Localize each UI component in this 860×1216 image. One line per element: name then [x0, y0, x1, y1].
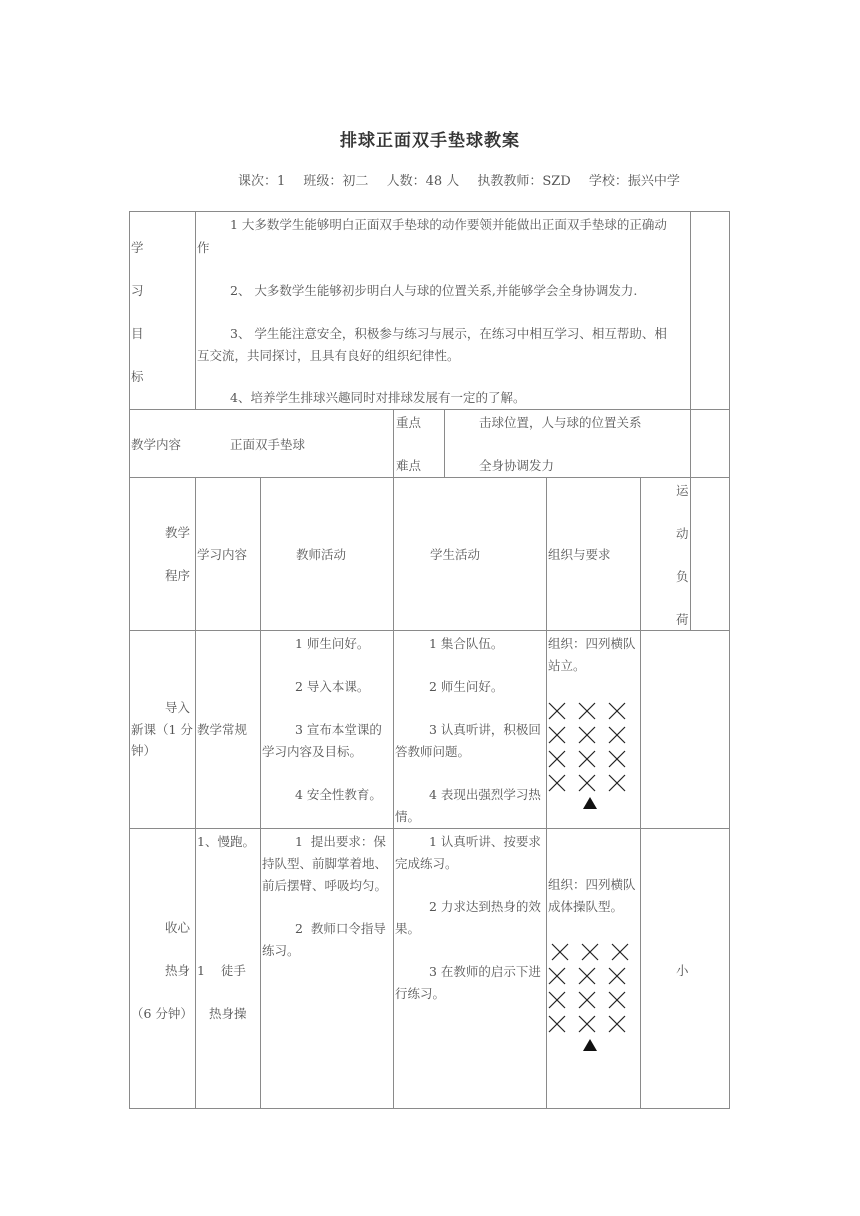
student-mark-icon: [578, 967, 596, 985]
divider: [129, 409, 730, 410]
row2-teacher-line: 1 提出要求：保: [295, 834, 386, 849]
row1-student-line: 3 认真听讲，积极回: [429, 722, 541, 737]
header-teacher: 教师活动: [296, 547, 347, 562]
content-label: 教学内容: [131, 437, 182, 452]
student-mark-icon: [608, 1015, 626, 1033]
divider: [640, 477, 641, 1109]
student-mark-icon: [578, 702, 596, 720]
row2-study: 1、慢跑。: [197, 834, 255, 849]
goal-4: 4、培养学生排球兴趣同时对排球发展有一定的了解。: [230, 390, 526, 405]
row1-study: 教学常规: [197, 722, 248, 737]
lesson-info: [238, 170, 694, 189]
divider: [393, 409, 394, 477]
header-procedure: 程序: [165, 568, 191, 583]
student-mark-icon: [548, 1015, 566, 1033]
goal-2: 2、 大多数学生能够初步明白人与球的位置关系,并能够学会全身协调发力.: [230, 283, 638, 298]
goal-1: 1 大多数学生能够明白正面双手垫球的动作要领并能做出正面双手垫球的正确动: [230, 217, 667, 232]
divider: [393, 477, 394, 1109]
goals-label-char: 目: [131, 326, 144, 341]
row1-teacher-line: 1 师生问好。: [295, 636, 370, 651]
student-mark-icon: [608, 750, 626, 768]
row2-teacher-line: 练习。: [262, 943, 300, 958]
divider: [690, 211, 691, 477]
row2-procedure: （6 分钟）: [131, 1006, 193, 1021]
lesson-number: 课次：1: [238, 174, 286, 189]
student-mark-icon: [548, 726, 566, 744]
student-mark-icon: [548, 967, 566, 985]
student-mark-icon: [608, 991, 626, 1009]
row1-teacher-line: 3 宣布本堂课的: [295, 722, 382, 737]
student-mark-icon: [551, 943, 569, 961]
student-mark-icon: [608, 702, 626, 720]
row2-student-line: 行练习。: [395, 986, 446, 1001]
header-student: 学生活动: [430, 547, 481, 562]
header-load-char: 负: [676, 569, 689, 584]
student-count: 人数：48 人: [386, 174, 460, 189]
divider: [195, 477, 196, 1109]
difficulty-value: 全身协调发力: [479, 458, 555, 473]
row2-study: 1 徒手: [197, 963, 246, 978]
row1-teacher-line: 2 导入本课。: [295, 679, 370, 694]
row2-study: 热身操: [209, 1006, 247, 1021]
student-mark-icon: [548, 702, 566, 720]
row1-org: 站立。: [548, 658, 586, 673]
row2-org: 组织：四列横队: [548, 877, 636, 892]
row2-student-line: 果。: [395, 921, 421, 936]
teacher-position-icon: [583, 797, 597, 809]
row2-procedure: 热身: [165, 963, 191, 978]
row1-org: 组织：四列横队: [548, 636, 636, 651]
key-point-value: 击球位置，人与球的位置关系: [479, 415, 642, 430]
class-name: 班级：初二: [303, 174, 369, 189]
student-mark-icon: [608, 774, 626, 792]
header-load-char: 荷: [676, 612, 689, 627]
row2-student-line: 3 在教师的启示下进: [429, 964, 541, 979]
row2-student-line: 1 认真听讲、按要求: [429, 834, 541, 849]
row2-procedure: 收心: [165, 920, 191, 935]
student-mark-icon: [608, 726, 626, 744]
row1-procedure: 导入: [165, 700, 191, 715]
student-mark-icon: [611, 943, 629, 961]
student-mark-icon: [578, 991, 596, 1009]
goals-label-char: 习: [131, 283, 144, 298]
student-mark-icon: [548, 774, 566, 792]
row1-procedure: 新课（1 分: [131, 722, 193, 737]
student-mark-icon: [548, 750, 566, 768]
header-org: 组织与要求: [548, 547, 611, 562]
student-mark-icon: [578, 1015, 596, 1033]
row2-teacher-line: 2 教师口令指导: [295, 921, 386, 936]
row1-student-line: 4 表现出强烈学习热: [429, 787, 541, 802]
row2-teacher-line: 持队型、前脚掌着地、: [262, 856, 388, 871]
row2-load: 小: [676, 963, 689, 978]
student-mark-icon: [578, 750, 596, 768]
goal-3: 3、 学生能注意安全，积极参与练习与展示，在练习中相互学习、相互帮助、相: [230, 326, 667, 341]
header-load-char: 动: [676, 526, 689, 541]
row2-student-line: 完成练习。: [395, 856, 458, 871]
difficulty-label: 难点: [396, 458, 422, 473]
divider: [444, 409, 445, 477]
teacher-position-icon: [583, 1039, 597, 1051]
row1-procedure: 钟）: [131, 743, 157, 758]
header-procedure: 教学: [165, 525, 191, 540]
page-title: 排球正面双手垫球教案: [340, 131, 520, 151]
goal-3-cont: 互交流，共同探讨，且具有良好的组织纪律性。: [197, 348, 460, 363]
row1-student-line: 情。: [395, 809, 421, 824]
divider: [690, 477, 691, 630]
row2-student-line: 2 力求达到热身的效: [429, 899, 541, 914]
divider: [195, 211, 196, 409]
content-value: 正面双手垫球: [230, 437, 306, 452]
goal-1-cont: 作: [197, 240, 210, 255]
header-load-char: 运: [676, 483, 689, 498]
key-point-label: 重点: [396, 415, 422, 430]
row2-org: 成体操队型。: [548, 899, 624, 914]
student-mark-icon: [578, 726, 596, 744]
student-mark-icon: [608, 967, 626, 985]
row1-student-line: 答教师问题。: [395, 744, 471, 759]
goals-label-char: 学: [131, 240, 144, 255]
school-name: 学校：振兴中学: [588, 174, 680, 189]
goals-label-char: 标: [131, 369, 144, 384]
teacher-name: 执教教师：SZD: [477, 174, 571, 189]
row1-student-line: 2 师生问好。: [429, 679, 504, 694]
divider: [546, 477, 547, 1109]
row1-student-line: 1 集合队伍。: [429, 636, 504, 651]
row2-teacher-line: 前后摆臂、呼吸均匀。: [262, 878, 388, 893]
row1-teacher-line: 4 安全性教育。: [295, 787, 382, 802]
student-mark-icon: [581, 943, 599, 961]
student-mark-icon: [548, 991, 566, 1009]
header-study: 学习内容: [197, 547, 248, 562]
student-mark-icon: [578, 774, 596, 792]
row1-teacher-line: 学习内容及目标。: [262, 744, 363, 759]
divider: [260, 477, 261, 1109]
